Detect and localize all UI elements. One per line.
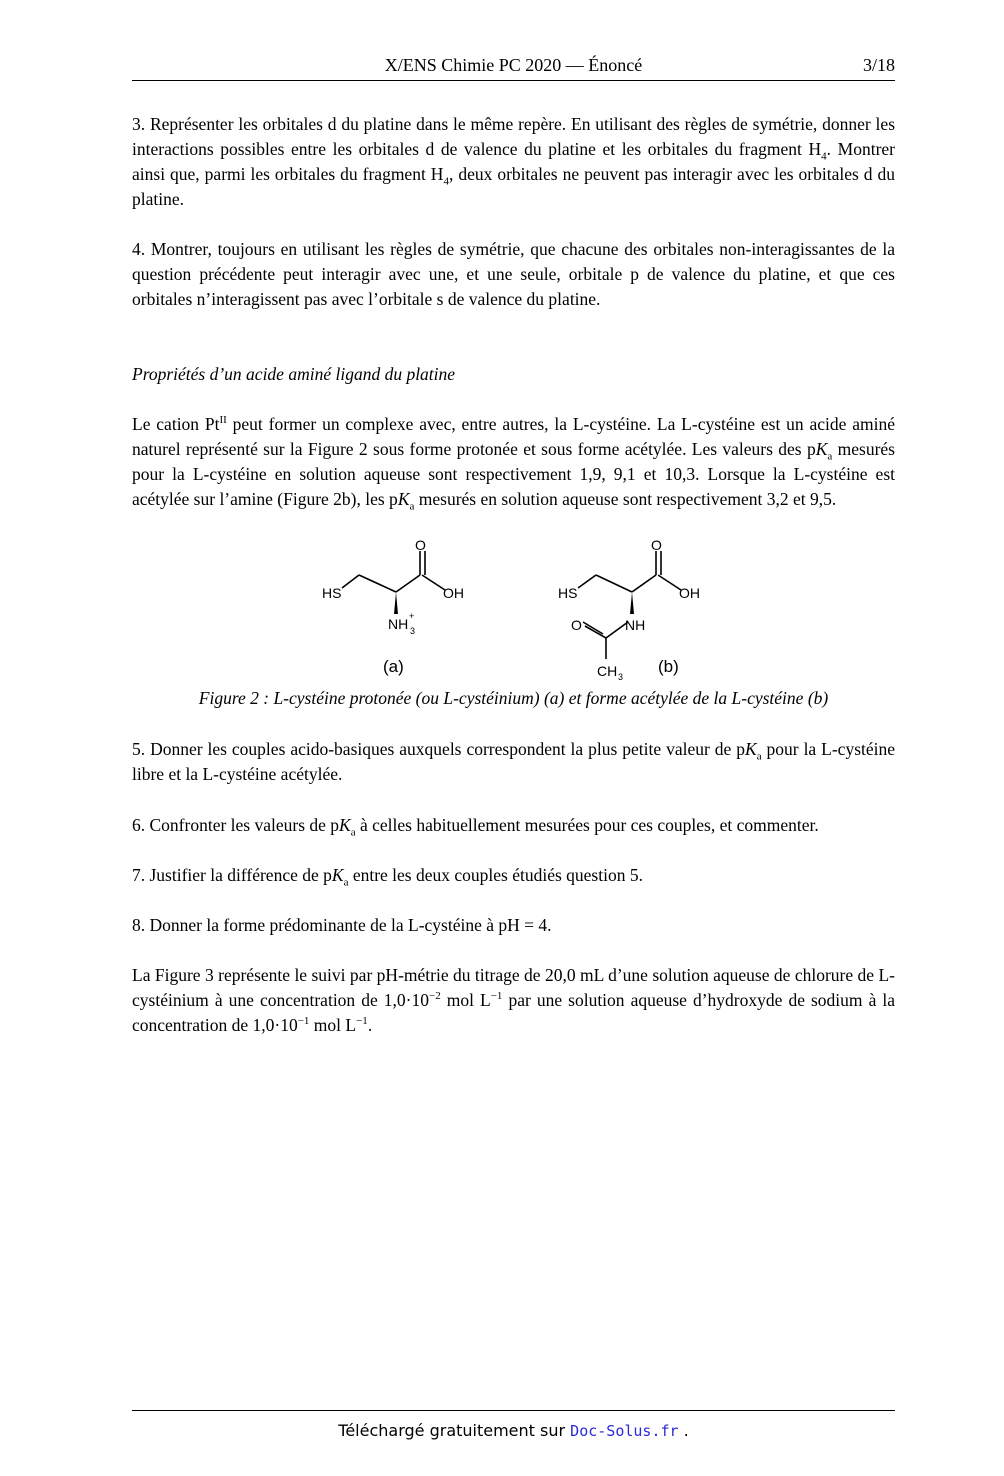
- atom-hs-b: HS: [558, 585, 578, 601]
- wedge-bond-b: [630, 592, 634, 614]
- page-footer: [132, 1421, 895, 1440]
- subscript-3-b: 3: [618, 672, 624, 682]
- plus-charge-a: +: [409, 611, 415, 621]
- atom-nh-b: NH: [625, 617, 646, 633]
- figure-2-caption: Figure 2 : L-cystéine protonée (ou L-cystéinium) (a) et forme acétylée de la L-cystéine (b): [198, 688, 829, 708]
- subscript-3-a: 3: [410, 626, 416, 636]
- atom-nh3-a: NH: [388, 616, 409, 632]
- figure-2-drawing: [310, 535, 730, 685]
- atom-o-b: O: [651, 537, 662, 553]
- atom-oh-b: OH: [679, 585, 700, 601]
- page-number: 3/18: [862, 55, 895, 75]
- atom-hs-a: HS: [322, 585, 342, 601]
- structure-b: [578, 551, 681, 659]
- question-5: 5. Donner les couples acido-basiques auxquels correspondent la plus petite valeur de $pK_a$ pour la L-cystéine libre et la L-cystéine acétylée.: [132, 739, 896, 784]
- label-b: (b): [658, 657, 679, 676]
- section-title: Propriétés d’un acide aminé ligand du platine: [132, 364, 456, 384]
- wedge-bond-a: [394, 592, 398, 614]
- atom-oh-a: OH: [443, 585, 464, 601]
- figure-3-intro: La Figure 3 représente le suivi par pH-métrie du titrage de 20,0 mL d’une solution aqueuse de chlorure de L-cystéinium à une concentration de $1,0\cdot 10^{-2}$ mol $L^{-1}$ par une solution aqueuse d’hydroxyde de sodium à la concentration de $1,0\cdot 10^{-1}$ mol $L^{-1}$.: [132, 965, 896, 1035]
- atom-ch3-b: CH: [597, 663, 618, 679]
- page-header: [132, 52, 895, 81]
- question-6: 6. Confronter les valeurs de $pK_a$ à celles habituellement mesurées pour ces couples, et commenter.: [132, 815, 819, 839]
- question-4: 4. Montrer, toujours en utilisant les règles de symétrie, que chacune des orbitales non-interagissantes de la question précédente peut interagir avec une, et une seule, orbitale p de valence du platine, et que ces orbitales n’interagissent pas avec l’orbitale s de valence du platine.: [132, 239, 895, 309]
- footer-end: .: [678, 1421, 689, 1440]
- doc-solus-link[interactable]: Doc-Solus.fr: [570, 1422, 679, 1440]
- question-7: 7. Justifier la différence de $pK_a$ entre les deux couples étudiés question 5.: [132, 865, 643, 889]
- question-8: 8. Donner la forme prédominante de la L-cystéine à pH = 4.: [132, 915, 552, 935]
- question-3: 3. Représenter les orbitales d du platine dans le même repère. En utilisant des règles de symétrie, donner les interactions possibles entre les orbitales d de valence du platine et les orbitales du fragment $H_4$. Montrer ainsi que, parmi les orbitales du fragment $H_4$, deux orbitales ne peuvent pas interagir avec les orbitales d du platine.: [132, 114, 896, 209]
- header-title: X/ENS Chimie PC 2020 — Énoncé: [384, 55, 643, 75]
- footer-text: Téléchargé gratuitement sur: [338, 1421, 571, 1440]
- figure-2: [310, 535, 730, 685]
- structure-a: [342, 551, 445, 592]
- intro-paragraph: Le cation $Pt^{II}$ peut former un complexe avec, entre autres, la L-cystéine. La L-cystéine est un acide aminé naturel représenté sur la Figure 2 sous forme protonée et sous forme acétylée. Les valeurs des $pK_a$ mesurés pour la L-cystéine en solution aqueuse sont respectivement 1,9, 9,1 et 10,3. Lorsque la L-cystéine est acétylée sur l’amine (Figure 2b), les $pK_a$ mesurés en solution aqueuse sont respectivement 3,2 et 9,5.: [132, 414, 895, 513]
- atom-o2-b: O: [571, 617, 582, 633]
- atom-o-a: O: [415, 537, 426, 553]
- footer-rule: [132, 1410, 895, 1411]
- label-a: (a): [383, 657, 404, 676]
